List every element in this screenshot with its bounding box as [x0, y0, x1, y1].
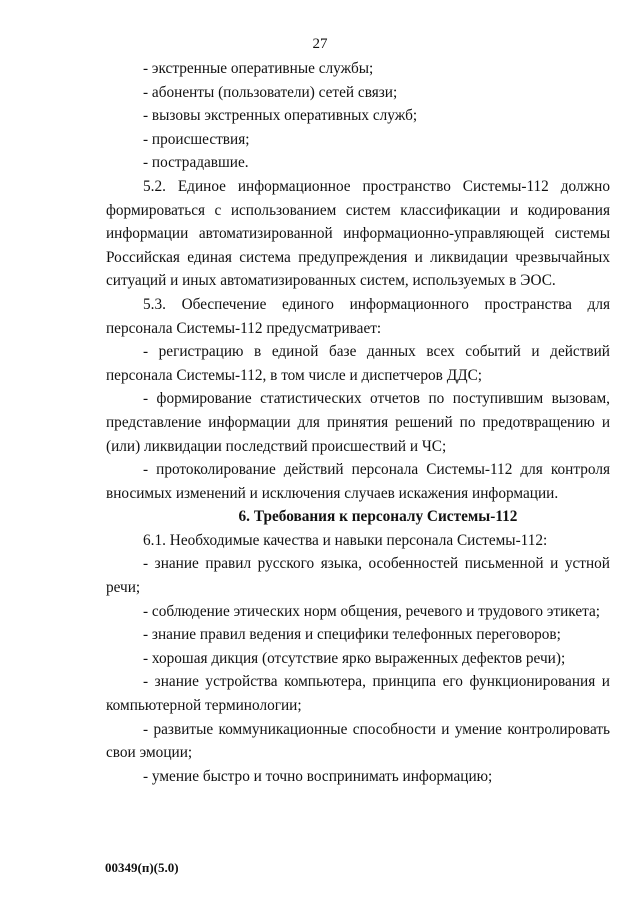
document-body	[106, 57, 610, 788]
list-item: - регистрацию в единой базе данных всех событий и действий персонала Системы-112, в том числе и диспетчеров ДДС;	[106, 343, 610, 384]
list-item: - знание правил ведения и специфики телефонных переговоров;	[143, 626, 561, 644]
list-item: - абоненты (пользователи) сетей связи;	[143, 83, 398, 101]
list-item: - протоколирование действий персонала Системы-112 для контроля вносимых изменений и исключения случаев искажения информации.	[106, 461, 610, 502]
list-item: - хорошая дикция (отсутствие ярко выраженных дефектов речи);	[143, 649, 566, 667]
paragraph: 5.3. Обеспечение единого информационного пространства для персонала Системы-112 предусматривает:	[106, 295, 610, 337]
section-heading: 6. Требования к персоналу Системы-112	[238, 508, 518, 526]
list-item: - происшествия;	[143, 130, 250, 148]
list-item: - вызовы экстренных оперативных служб;	[143, 107, 418, 125]
list-item: - развитые коммуникационные способности и умение контролировать свои эмоции;	[106, 720, 610, 762]
list-item: - формирование статистических отчетов по поступившим вызовам, представление информации для принятия решений по предотвращению и (или) ликвидации последствий происшествий и ЧС;	[106, 390, 610, 455]
list-item: - пострадавшие.	[143, 154, 249, 172]
footer-code: 00349(п)(5.0)	[105, 860, 179, 875]
list-item: - знание устройства компьютера, принципа его функционирования и компьютерной терминологии;	[106, 673, 610, 715]
page-number: 27	[312, 36, 328, 52]
paragraph: 6.1. Необходимые качества и навыки персонала Системы-112:	[143, 531, 548, 549]
list-item: - экстренные оперативные службы;	[143, 60, 374, 77]
list-item: - знание правил русского языка, особенностей письменной и устной речи;	[106, 555, 610, 597]
paragraph: 5.2. Единое информационное пространство Системы-112 должно формироваться с использованием систем классификации и кодирования информации автоматизированной информационно-управляющей системы Российская единая система предупреждения и ликвидации чрезвычайных ситуаций и иных автоматизированных систем, используемых в ЭОС.	[106, 177, 610, 290]
list-item: - соблюдение этических норм общения, речевого и трудового этикета;	[143, 602, 601, 620]
list-item: - умение быстро и точно воспринимать информацию;	[143, 767, 493, 785]
